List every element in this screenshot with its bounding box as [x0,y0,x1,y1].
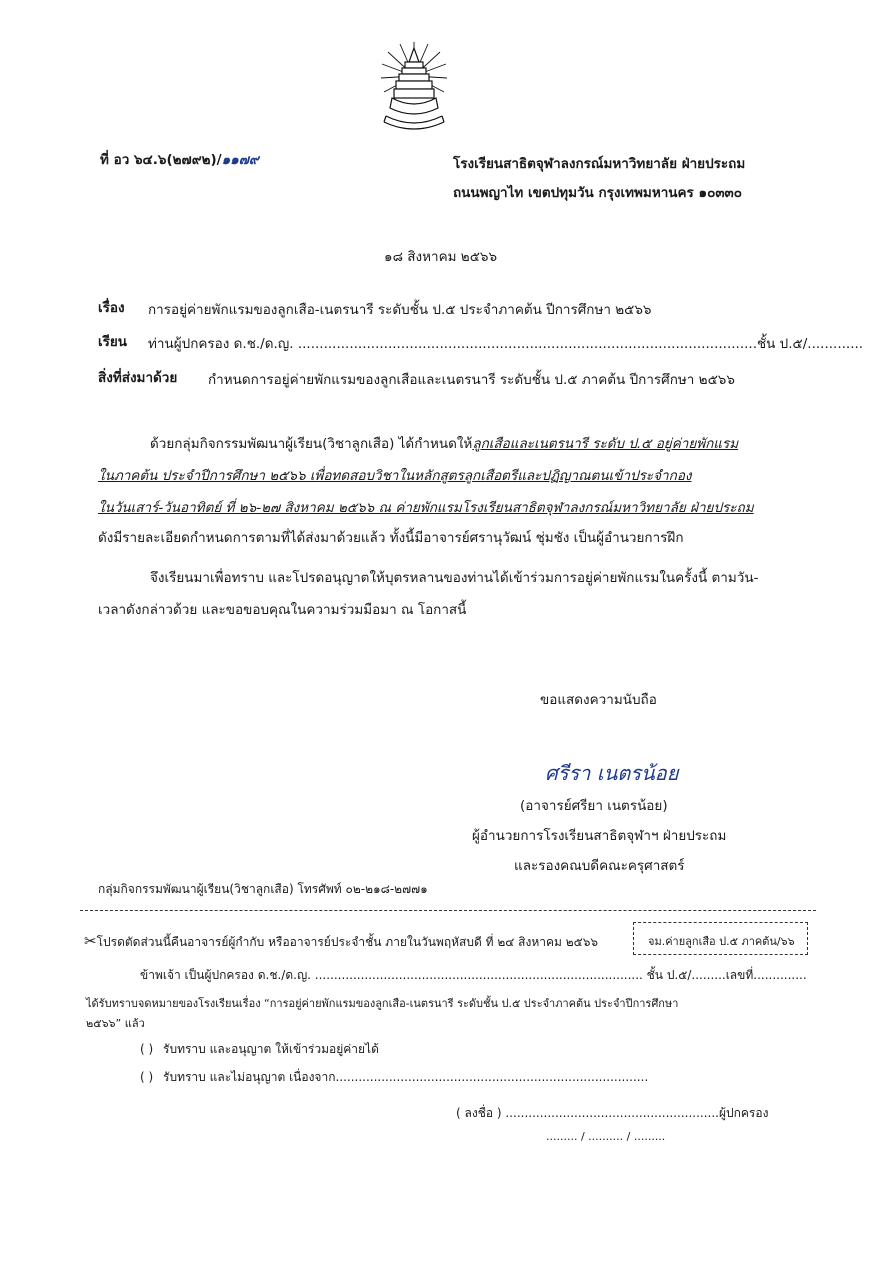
body-paragraph-1-line-2: ในภาคต้น ประจำปีการศึกษา ๒๕๖๖ เพื่อทดสอบวิชาในหลักสูตรลูกเสือตรีและปฏิญาณตนเข้าประจำกอง [98,468,692,484]
enclosure-text: กำหนดการอยู่ค่ายพักแรมของลูกเสือและเนตรนารี ระดับชั้น ป.๕ ภาคต้น ปีการศึกษา ๒๕๖๖ [208,372,735,388]
signer-title-1: ผู้อำนวยการโรงเรียนสาธิตจุฬาฯ ฝ่ายประถม [472,828,727,844]
school-emblem [378,38,450,138]
body-paragraph-2-line-2: เวลาดังกล่าวด้วย และขอขอบคุณในความร่วมมือมา ณ โอกาสนี้ [98,602,467,618]
recipient-text: ท่านผู้ปกครอง ด.ช./ด.ญ. ...........................................................................................................ชั้น ป.๕/............. [148,336,864,352]
subject-text: การอยู่ค่ายพักแรมของลูกเสือ-เนตรนารี ระดับชั้น ป.๕ ประจำภาคต้น ปีการศึกษา ๒๕๖๖ [148,302,652,318]
recipient-label: เรียน [98,334,128,350]
cut-line [80,910,816,911]
slip-parent-line: ข้าพเจ้า เป็นผู้ปกครอง ด.ช./ด.ญ. ...................................................................................... ชั้น ป.๕/.........เลขที่.............. [140,968,807,982]
body-paragraph-2-line-1: จึงเรียนมาเพื่อทราบ และโปรดอนุญาตให้บุตรหลานของท่านได้เข้าร่วมการอยู่ค่ายพักแรมในครั้งนี้ ตามวัน- [150,570,759,586]
subject-label: เรื่อง [98,300,125,316]
slip-signature-line: ( ลงชื่อ ) ........................................................ผู้ปกครอง [456,1106,769,1120]
slip-reference-label: จม.ค่ายลูกเสือ ป.๕ ภาคต้น/๖๖ [648,935,795,948]
contact-line: กลุ่มกิจกรรมพัฒนาผู้เรียน(วิชาลูกเสือ) โทรศัพท์ ๐๒-๒๑๘-๒๗๗๑ [98,882,428,896]
slip-ack-line: ได้รับทราบจดหมายของโรงเรียนเรื่อง “การอยู่ค่ายพักแรมของลูกเสือ-เนตรนารี ระดับชั้น ป.๕ ประจำภาคต้น ประจำปีการศึกษา [86,997,679,1010]
body-paragraph-1-line-4: ดังมีรายละเอียดกำหนดการตามที่ได้ส่งมาด้วยแล้ว ทั้งนี้มีอาจารย์ศรานุวัฒน์ ชุ่มชัง เป็นผู้อำนวยการฝึก [98,530,684,546]
signer-title-2: และรองคณบดีคณะครุศาสตร์ [514,858,685,874]
slip-instruction: โปรดตัดส่วนนี้คืนอาจารย์ผู้กำกับ หรืออาจารย์ประจำชั้น ภายในวันพฤหัสบดี ที่ ๒๔ สิงหาคม ๒๕๖๖ [96,935,598,949]
reference-number [100,148,259,170]
signature-script: ศรีรา เนตรน้อย [545,761,679,785]
closing-regards: ขอแสดงความนับถือ [540,692,657,708]
letter-date: ๑๘ สิงหาคม ๒๕๖๖ [384,249,498,265]
option-allow-text: รับทราบ และอนุญาต ให้เข้าร่วมอยู่ค่ายได้ [163,1042,379,1056]
school-address: ถนนพญาไท เขตปทุมวัน กรุงเทพมหานคร ๑๐๓๓๐ [453,185,743,201]
body-paragraph-1-line-1 [150,432,738,454]
reference-label: ที่ อว ๖๔.๖(๒๗๙๒)/ [100,152,222,168]
slip-ack-line-2: ๒๕๖๖” แล้ว [86,1017,145,1030]
enclosure-label: สิ่งที่ส่งมาด้วย [98,370,178,386]
slip-reference-box [633,922,808,955]
slip-date-line: ......... / .......... / ......... [546,1130,666,1143]
signer-name: (อาจารย์ศรียา เนตรน้อย) [520,798,668,814]
option-deny-text: รับทราบ และไม่อนุญาต เนื่องจาก.................................................................................. [163,1070,649,1084]
slip-instruction-row [84,932,598,952]
body-paragraph-1-line-3: ในวันเสาร์-วันอาทิตย์ ที่ ๒๖-๒๗ สิงหาคม ๒๕๖๖ ณ ค่ายพักแรมโรงเรียนสาธิตจุฬาลงกรณ์มหาวิทยาลัย ฝ่ายประถม [98,500,754,516]
body-p1-emphasis: ลูกเสือและเนตรนารี ระดับ ป.๕ อยู่ค่ายพักแรม [472,436,739,452]
scissors-icon: ✂ [84,932,97,950]
option-deny-checkbox[interactable]: ( ) [140,1070,154,1084]
option-allow-row[interactable] [140,1040,379,1059]
reference-handwritten-number: ๑๑๗๙ [221,152,259,168]
school-name: โรงเรียนสาธิตจุฬาลงกรณ์มหาวิทยาลัย ฝ่ายประถม [453,156,746,172]
signature [545,752,705,792]
body-p1-intro: ด้วยกลุ่มกิจกรรมพัฒนาผู้เรียน(วิชาลูกเสือ) ได้กำหนดให้ [150,436,473,452]
option-deny-row[interactable] [140,1068,648,1087]
option-allow-checkbox[interactable]: ( ) [140,1042,154,1056]
